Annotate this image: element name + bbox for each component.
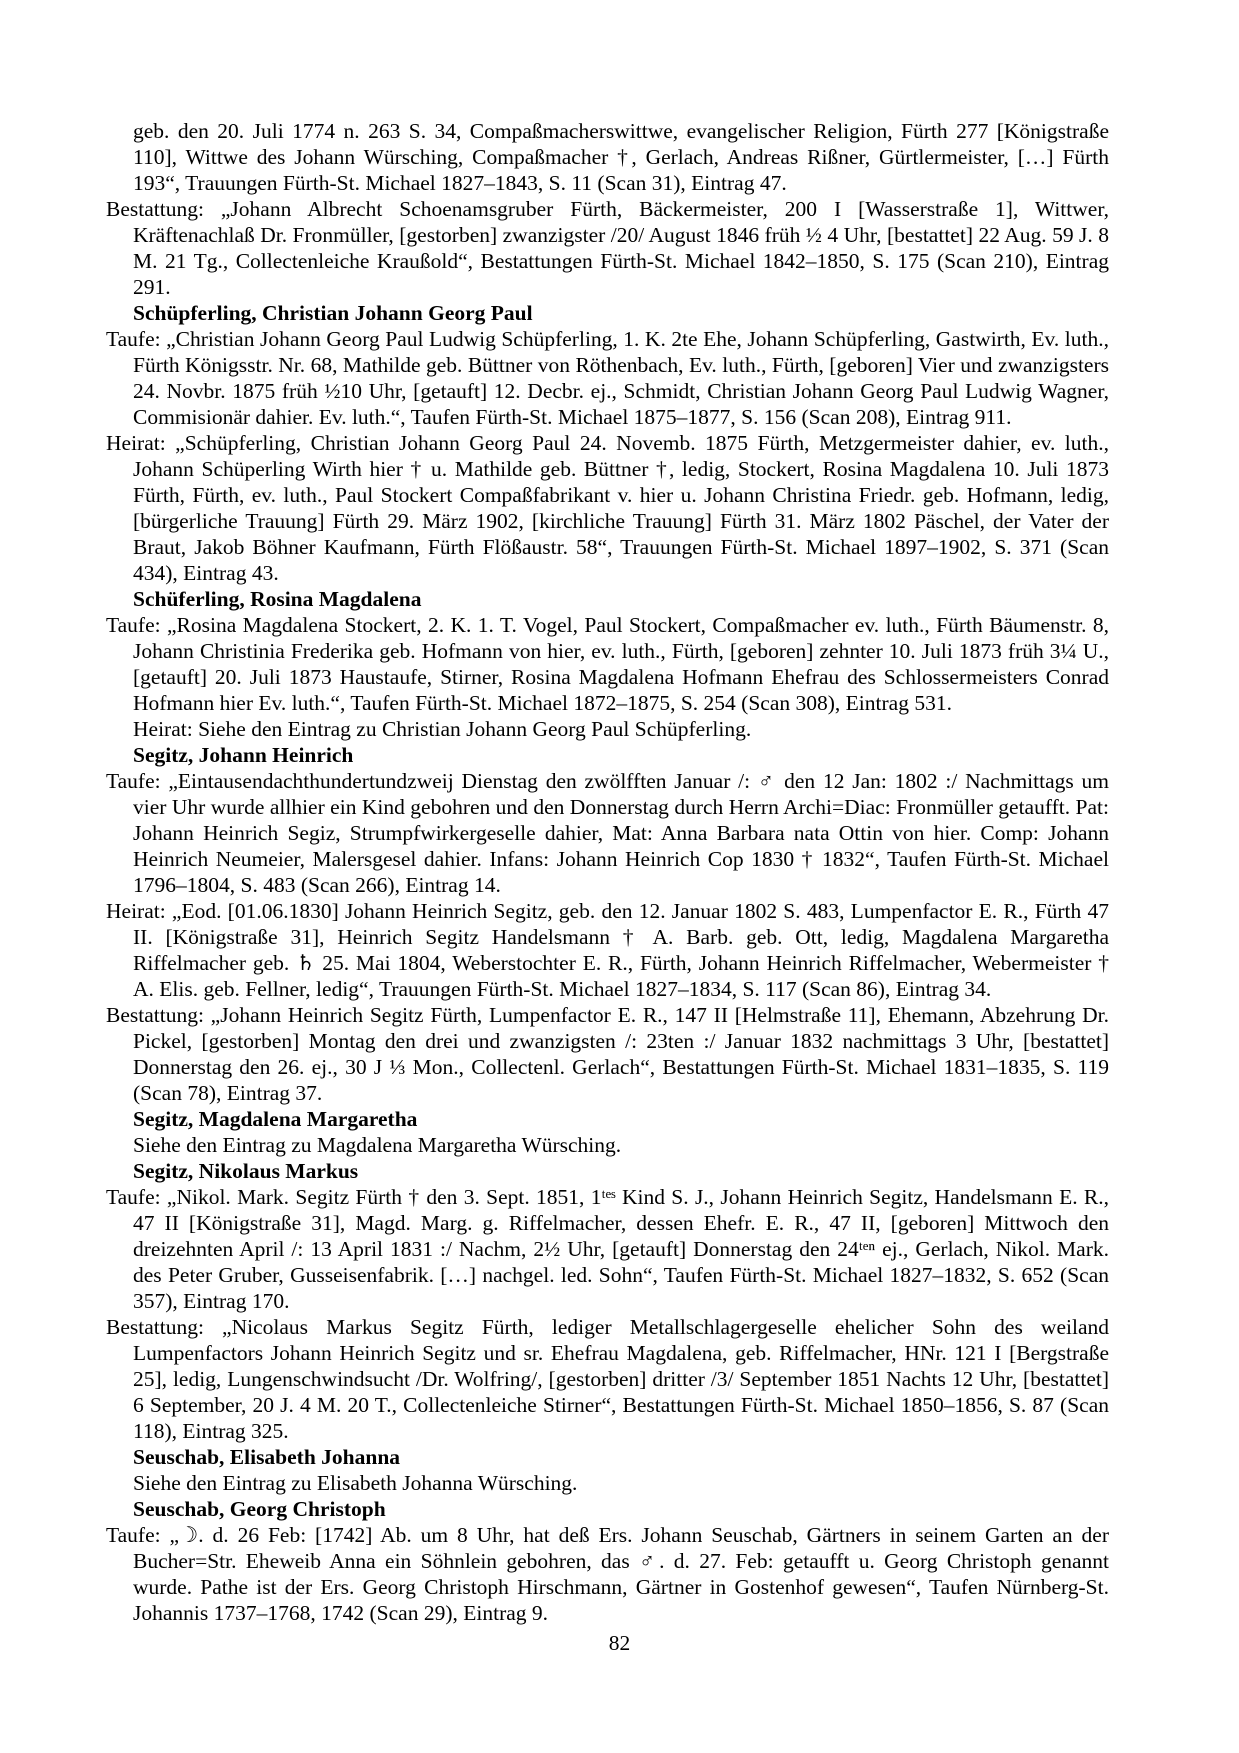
paragraph-taufe-segitz-johann-heinrich: Taufe: „Eintausendachthundertundzweij Dienstag den zwölfften Januar /: ♂ den 12 Jan: 1802 :/ Nachmittags um vier Uhr wurde allhier ein Kind gebohren und den Donnerstag durch Herrn Archi=Diac: Fronmüller getaufft. Pat: Johann Heinrich Segiz, Strumpfwirkergeselle dahier, Mat: Anna Barbara nata Ottin von hier. Comp: Johann Heinrich Neumeier, Malersgesel dahier. Infans: Johann Heinrich Cop 1830 † 1832“, Taufen Fürth-St. Michael 1796–1804, S. 483 (Scan 266), Eintrag 14. (106, 769, 1109, 897)
paragraph-heirat-segitz-johann-heinrich: Heirat: „Eod. [01.06.1830] Johann Heinrich Segitz, geb. den 12. Januar 1802 S. 483, Lumpenfactor E. R., Fürth 47 II. [Königstraße 31], Heinrich Segitz Handelsmann † A. Barb. geb. Ott, ledig, Magdalena Margaretha Riffelmacher geb. ♄ 25. Mai 1804, Weberstochter E. R., Fürth, Johann Heinrich Riffelmacher, Webermeister † A. Elis. geb. Fellner, ledig“, Trauungen Fürth-St. Michael 1827–1834, S. 117 (Scan 86), Eintrag 34. (106, 899, 1109, 1001)
paragraph-verweis-seuschab-elisabeth: Siehe den Eintrag zu Elisabeth Johanna Würsching. (133, 1471, 578, 1495)
paragraph-heirat-schuepferling-christian: Heirat: „Schüpferling, Christian Johann Georg Paul 24. Novemb. 1875 Fürth, Metzgermeister dahier, ev. luth., Johann Schüperling Wirth hier † u. Mathilde geb. Büttner †, ledig, Stockert, Rosina Magdalena 10. Juli 1873 Fürth, Fürth, ev. luth., Paul Stockert Compaßfabrikant v. hier u. Johann Christina Friedr. geb. Hofmann, ledig, [bürgerliche Trauung] Fürth 29. März 1902, [kirchliche Trauung] Fürth 31. März 1802 Päschel, der Vater der Braut, Jakob Böhner Kaufmann, Fürth Flößaustr. 58“, Trauungen Fürth-St. Michael 1897–1902, S. 371 (Scan 434), Eintrag 43. (106, 431, 1109, 585)
text-block (106, 118, 1109, 1626)
heading-seuschab-georg-christoph: Seuschab, Georg Christoph (133, 1497, 386, 1521)
paragraph-heirat-verweis-schueferling-rosina: Heirat: Siehe den Eintrag zu Christian Johann Georg Paul Schüpferling. (133, 717, 752, 741)
heading-schueferling-rosina-magdalena: Schüferling, Rosina Magdalena (133, 587, 422, 611)
continuation-paragraph-wuersching-trauung: geb. den 20. Juli 1774 n. 263 S. 34, Compaßmacherswittwe, evangelischer Religion, Fürth 277 [Königstraße 110], Wittwe des Johann Würsching, Compaßmacher †, Gerlach, Andreas Rißner, Gürtlermeister, […] Fürth 193“, Trauungen Fürth-St. Michael 1827–1843, S. 11 (Scan 31), Eintrag 47. (133, 119, 1109, 195)
heading-segitz-johann-heinrich: Segitz, Johann Heinrich (133, 743, 354, 767)
paragraph-taufe-schueferling-rosina: Taufe: „Rosina Magdalena Stockert, 2. K. 1. T. Vogel, Paul Stockert, Compaßmacher ev. luth., Fürth Bäumenstr. 8, Johann Christinia Frederika geb. Hofmann von hier, ev. luth., Fürth, [geboren] zehnter 10. Juli 1873 früh 3¼ U., [getauft] 20. Juli 1873 Haustaufe, Stirner, Rosina Magdalena Hofmann Ehefrau des Schlossermeisters Conrad Hofmann hier Ev. luth.“, Taufen Fürth-St. Michael 1872–1875, S. 254 (Scan 308), Eintrag 531. (106, 613, 1109, 715)
paragraph-verweis-segitz-magdalena: Siehe den Eintrag zu Magdalena Margaretha Würsching. (133, 1133, 622, 1157)
heading-schuepferling-christian-johann-georg-paul: Schüpferling, Christian Johann Georg Paul (133, 301, 533, 325)
paragraph-taufe-segitz-nikolaus: Taufe: „Nikol. Mark. Segitz Fürth † den 3. Sept. 1851, 1ᵗᵉˢ Kind S. J., Johann Heinrich Segitz, Handelsmann E. R., 47 II [Königstraße 31], Magd. Marg. g. Riffelmacher, dessen Ehefr. E. R., 47 II, [geboren] Mittwoch den dreizehnten April /: 13 April 1831 :/ Nachm, 2½ Uhr, [getauft] Donnerstag den 24ᵗᵉⁿ ej., Gerlach, Nikol. Mark. des Peter Gruber, Gusseisenfabrik. […] nachgel. led. Sohn“, Taufen Fürth-St. Michael 1827–1832, S. 652 (Scan 357), Eintrag 170. (106, 1185, 1109, 1313)
heading-segitz-nikolaus-markus: Segitz, Nikolaus Markus (133, 1159, 359, 1183)
heading-seuschab-elisabeth-johanna: Seuschab, Elisabeth Johanna (133, 1445, 401, 1469)
heading-segitz-magdalena-margaretha: Segitz, Magdalena Margaretha (133, 1107, 418, 1131)
paragraph-taufe-schuepferling-christian: Taufe: „Christian Johann Georg Paul Ludwig Schüpferling, 1. K. 2te Ehe, Johann Schüpferling, Gastwirth, Ev. luth., Fürth Königsstr. Nr. 68, Mathilde geb. Büttner von Röthenbach, Ev. luth., Fürth, [geboren] Vier und zwanzigsters 24. Novbr. 1875 früh ½10 Uhr, [getauft] 12. Decbr. ej., Schmidt, Christian Johann Georg Paul Ludwig Wagner, Commisionär dahier. Ev. luth.“, Taufen Fürth-St. Michael 1875–1877, S. 156 (Scan 208), Eintrag 911. (106, 327, 1109, 429)
paragraph-bestattung-schoenamsgruber: Bestattung: „Johann Albrecht Schoenamsgruber Fürth, Bäckermeister, 200 I [Wasserstraße 1], Wittwer, Kräftenachlaß Dr. Fronmüller, [gestorben] zwanzigster /20/ August 1846 früh ½ 4 Uhr, [bestattet] 22 Aug. 59 J. 8 M. 21 Tg., Collectenleiche Kraußold“, Bestattungen Fürth-St. Michael 1842–1850, S. 175 (Scan 210), Eintrag 291. (106, 197, 1109, 299)
paragraph-bestattung-segitz-johann-heinrich: Bestattung: „Johann Heinrich Segitz Fürth, Lumpenfactor E. R., 147 II [Helmstraße 11], Ehemann, Abzehrung Dr. Pickel, [gestorben] Montag den drei und zwanzigsten /: 23ten :/ Januar 1832 nachmittags 3 Uhr, [bestattet] Donnerstag den 26. ej., 30 J ⅓ Mon., Collectenl. Gerlach“, Bestattungen Fürth-St. Michael 1831–1835, S. 119 (Scan 78), Eintrag 37. (106, 1003, 1109, 1105)
page-number: 82 (608, 1631, 631, 1655)
paragraph-taufe-seuschab-georg: Taufe: „☽. d. 26 Feb: [1742] Ab. um 8 Uhr, hat deß Ers. Johann Seuschab, Gärtners in seinem Garten an der Bucher=Str. Eheweib Anna ein Söhnlein gebohren, das ♂. d. 27. Feb: getaufft u. Georg Christoph genannt wurde. Pathe ist der Ers. Georg Christoph Hirschmann, Gärtner in Gostenhof gewesen“, Taufen Nürnberg-St. Johannis 1737–1768, 1742 (Scan 29), Eintrag 9. (106, 1523, 1109, 1625)
paragraph-bestattung-segitz-nikolaus: Bestattung: „Nicolaus Markus Segitz Fürth, lediger Metallschlagergeselle ehelicher Sohn des weiland Lumpenfactors Johann Heinrich Segitz und sr. Ehefrau Magdalena, geb. Riffelmacher, HNr. 121 I [Bergstraße 25], ledig, Lungenschwindsucht /Dr. Wolfring/, [gestorben] dritter /3/ September 1851 Nachts 12 Uhr, [bestattet] 6 September, 20 J. 4 M. 20 T., Collectenleiche Stirner“, Bestattungen Fürth-St. Michael 1850–1856, S. 87 (Scan 118), Eintrag 325. (106, 1315, 1109, 1443)
